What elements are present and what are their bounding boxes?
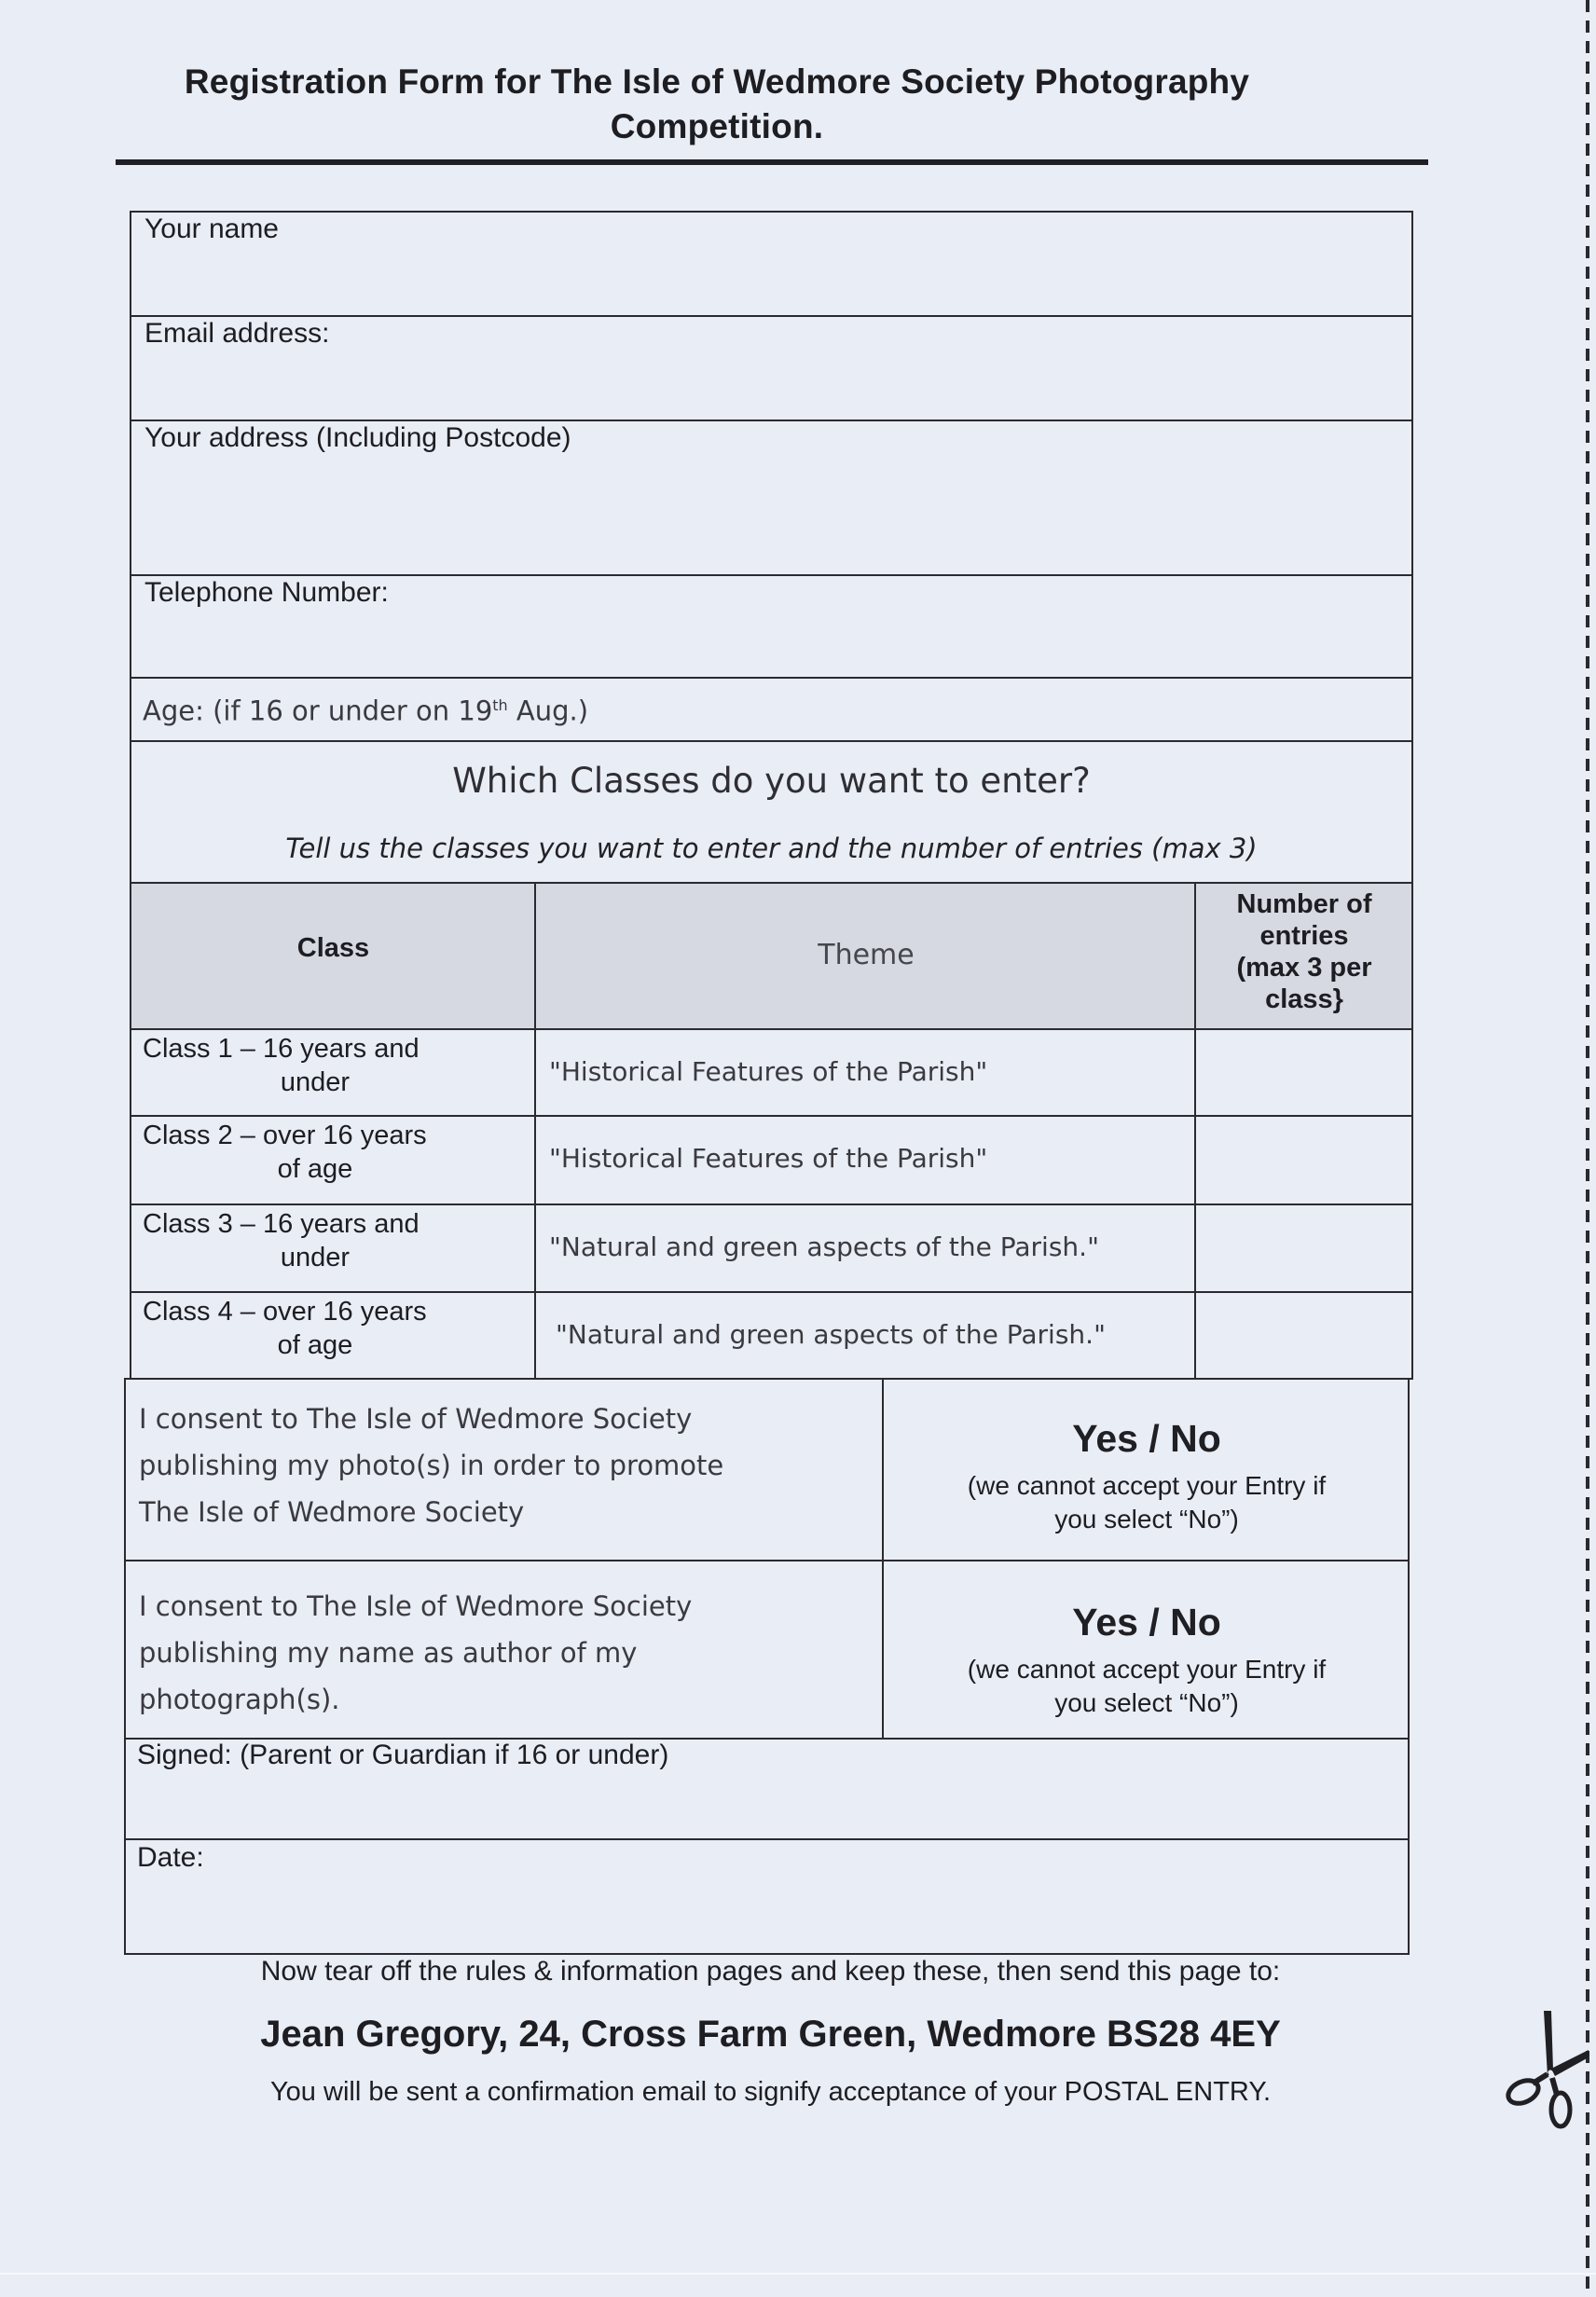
- age-label: [143, 689, 588, 728]
- class-line1: Class 3 – 16 years and: [143, 1209, 420, 1239]
- yes-no-option[interactable]: Yes / No: [1072, 1601, 1221, 1644]
- send-instruction: Now tear off the rules & information pages and keep these, then send this page to:: [260, 1956, 1281, 1987]
- page-edge: [0, 2273, 1596, 2275]
- column-header-theme: Theme: [818, 939, 915, 971]
- email-field[interactable]: [131, 317, 1411, 420]
- classes-instruction: Tell us the classes you want to enter and the number of entries (max 3): [285, 832, 1258, 864]
- theme-cell: "Natural and green aspects of the Parish.": [556, 1319, 1106, 1350]
- consent-note: you select “No”): [1054, 1688, 1239, 1717]
- class-cell: [143, 1119, 534, 1186]
- name-label: Your name: [144, 213, 279, 244]
- divider: [130, 740, 1413, 742]
- class-cell: [143, 1207, 534, 1274]
- class-line1: Class 4 – over 16 years: [143, 1297, 427, 1327]
- column-header-class: Class: [296, 933, 370, 963]
- yes-no-option[interactable]: Yes / No: [1072, 1417, 1221, 1460]
- signed-label: Signed: (Parent or Guardian if 16 or under): [137, 1740, 669, 1770]
- age-label-text: Age: (if 16 or under on 19: [143, 695, 493, 727]
- table-row: [131, 1117, 1411, 1204]
- consent-name-choice[interactable]: [884, 1599, 1410, 1720]
- theme-cell: "Historical Features of the Parish": [549, 1143, 988, 1174]
- form-title-line1: Registration Form for The Isle of Wedmore Society Photography: [184, 62, 1250, 101]
- consent-line: publishing my name as author of my: [139, 1637, 638, 1669]
- form-title: [116, 60, 1318, 149]
- consent-photo-choice[interactable]: [884, 1415, 1410, 1536]
- age-label-suffix: Aug.): [507, 695, 589, 727]
- consent-line: I consent to The Isle of Wedmore Society: [139, 1590, 693, 1622]
- class-line2: under: [280, 1243, 351, 1272]
- class-cell: [143, 1032, 534, 1099]
- class-cell: [143, 1295, 534, 1362]
- entries-input[interactable]: [1197, 1030, 1411, 1115]
- class-line1: Class 1 – 16 years and: [143, 1034, 420, 1064]
- address-label: Your address (Including Postcode): [144, 422, 571, 453]
- consent-note: (we cannot accept your Entry if: [967, 1471, 1327, 1500]
- consent-note: (we cannot accept your Entry if: [967, 1655, 1327, 1684]
- entries-input[interactable]: [1197, 1293, 1411, 1378]
- consent-name-text: [139, 1583, 692, 1723]
- divider: [124, 1560, 1410, 1561]
- date-label: Date:: [137, 1842, 204, 1873]
- column-divider: [1194, 882, 1196, 1379]
- entries-input[interactable]: [1197, 1205, 1411, 1291]
- consent-line: publishing my photo(s) in order to promote: [139, 1450, 724, 1481]
- date-field[interactable]: [126, 1840, 1408, 1953]
- consent-line: The Isle of Wedmore Society: [139, 1496, 525, 1528]
- form-title-line2: Competition.: [610, 107, 824, 145]
- entries-header-line2: entries: [1259, 921, 1349, 951]
- name-field[interactable]: [131, 213, 1411, 315]
- theme-cell: "Natural and green aspects of the Parish.": [549, 1231, 1099, 1262]
- column-header-entries: [1197, 888, 1411, 1015]
- consent-line: I consent to The Isle of Wedmore Society: [139, 1403, 693, 1435]
- consent-note: you select “No”): [1054, 1505, 1239, 1534]
- table-row: [131, 1030, 1411, 1115]
- title-underline: [116, 159, 1428, 165]
- entries-input[interactable]: [1197, 1117, 1411, 1204]
- consent-photo-text: [139, 1396, 723, 1535]
- entries-header-line4: class}: [1265, 984, 1343, 1014]
- classes-heading: Which Classes do you want to enter?: [452, 761, 1091, 801]
- address-field[interactable]: [131, 421, 1411, 574]
- entries-header-line1: Number of: [1236, 889, 1372, 919]
- table-row: [131, 1205, 1411, 1291]
- theme-cell: "Historical Features of the Parish": [549, 1056, 988, 1087]
- entries-header-line3: (max 3 per: [1236, 953, 1372, 983]
- telephone-field[interactable]: [131, 576, 1411, 677]
- age-field[interactable]: [131, 679, 1411, 740]
- class-line2: under: [280, 1067, 351, 1097]
- column-divider: [534, 882, 536, 1379]
- consent-line: photograph(s).: [139, 1684, 340, 1715]
- tear-line: [1586, 0, 1589, 2297]
- age-label-sup: th: [492, 696, 508, 714]
- table-row: [131, 1293, 1411, 1378]
- scissors-icon: [1503, 2009, 1596, 2130]
- postal-address: Jean Gregory, 24, Cross Farm Green, Wedmore BS28 4EY: [260, 2014, 1281, 2055]
- class-line2: of age: [277, 1154, 353, 1184]
- email-label: Email address:: [144, 318, 330, 349]
- class-line1: Class 2 – over 16 years: [143, 1121, 427, 1150]
- class-line2: of age: [277, 1330, 353, 1360]
- confirmation-note: You will be sent a confirmation email to signify acceptance of your POSTAL ENTRY.: [270, 2077, 1271, 2107]
- telephone-label: Telephone Number:: [144, 577, 389, 608]
- signature-field[interactable]: [126, 1740, 1408, 1838]
